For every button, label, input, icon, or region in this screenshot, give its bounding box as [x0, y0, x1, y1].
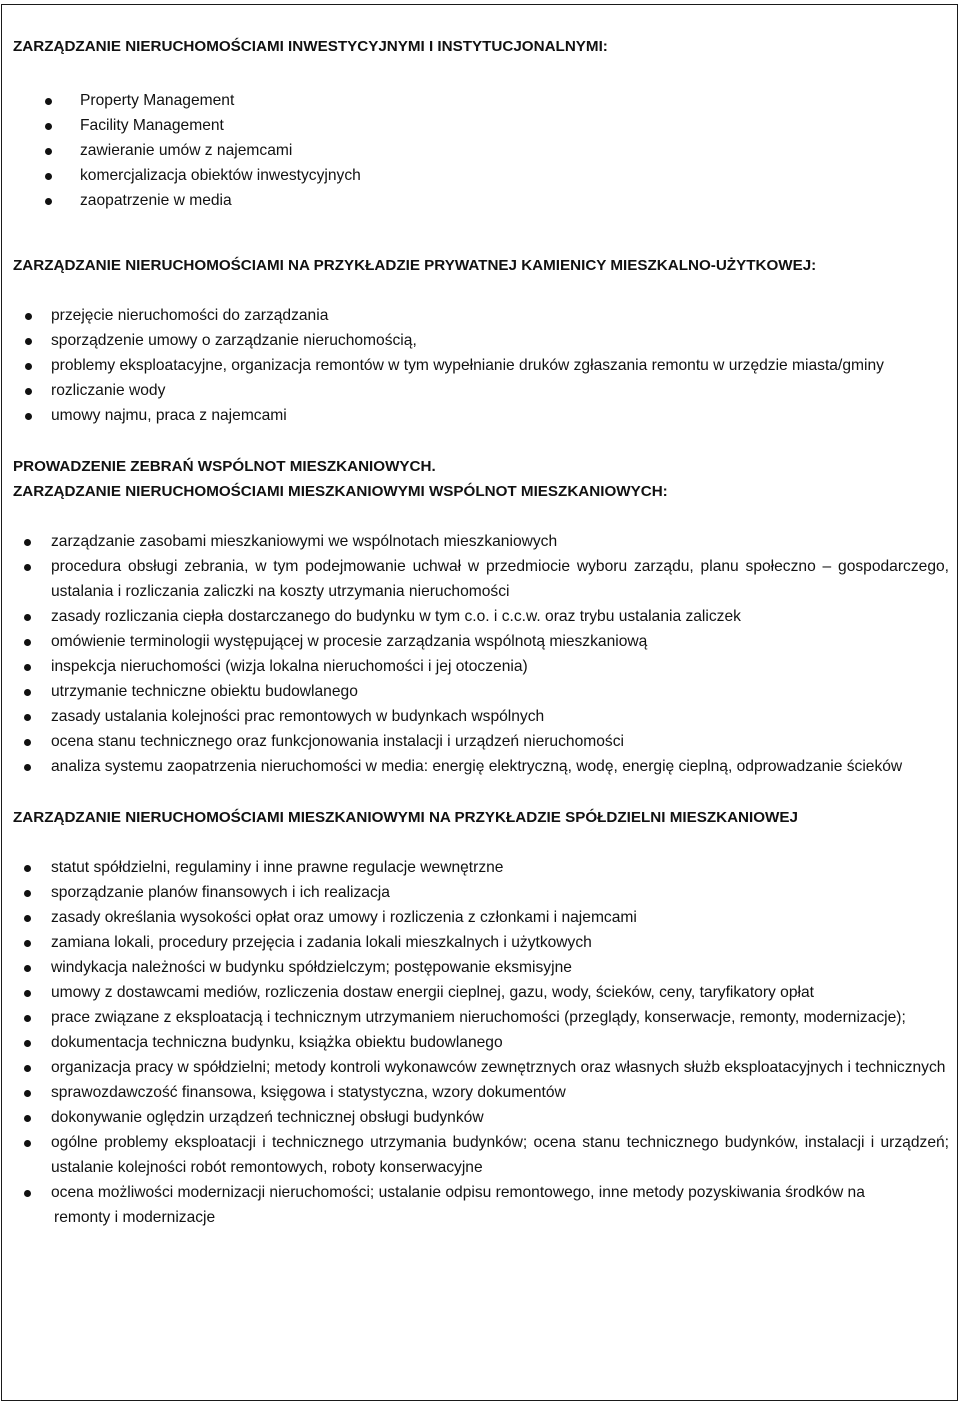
list-continuation-text: remonty i modernizacje: [54, 1209, 216, 1226]
bullet-icon: [45, 198, 52, 205]
bullet-icon: [24, 764, 31, 771]
bullet-icon: [25, 338, 32, 345]
bullet-icon: [24, 739, 31, 746]
bullet-icon: [24, 1090, 31, 1097]
bullet-icon: [24, 940, 31, 947]
list-item: zawieranie umów z najemcami: [13, 138, 949, 163]
list-item: rozliczanie wody: [13, 378, 949, 403]
list-item: sprawozdawczość finansowa, księgowa i statystyczna, wzory dokumentów: [13, 1080, 949, 1105]
list-investment: [13, 88, 949, 213]
section-heading-meetings: PROWADZENIE ZEBRAŃ WSPÓLNOT MIESZKANIOWYCH.: [13, 458, 436, 475]
bullet-icon: [24, 614, 31, 621]
list-item: procedura obsługi zebrania, w tym podejmowanie uchwał w przedmiocie wyboru zarządu, planu społeczno – gospodarczego, ustalania i rozliczania zaliczki na koszty utrzymania nieruchomości: [13, 554, 949, 604]
bullet-icon: [24, 539, 31, 546]
list-item: sporządzanie planów finansowych i ich realizacja: [13, 880, 949, 905]
list-item: umowy z dostawcami mediów, rozliczenia dostaw energii cieplnej, gazu, wody, ścieków, ceny, taryfikatory opłat: [13, 980, 949, 1005]
list-item: sporządzenie umowy o zarządzanie nieruchomością,: [13, 328, 949, 353]
section-heading-communities: ZARZĄDZANIE NIERUCHOMOŚCIAMI MIESZKANIOWYMI WSPÓLNOT MIESZKANIOWYCH:: [13, 483, 668, 500]
list-item: ocena możliwości modernizacji nieruchomości; ustalanie odpisu remontowego, inne metody pozyskiwania środków na: [13, 1180, 949, 1205]
list-item: organizacja pracy w spółdzielni; metody kontroli wykonawców zewnętrznych oraz własnych służb eksploatacyjnych i technicznych: [13, 1055, 949, 1080]
list-item: dokumentacja techniczna budynku, książka obiektu budowlanego: [13, 1030, 949, 1055]
section-heading-investment: ZARZĄDZANIE NIERUCHOMOŚCIAMI INWESTYCYJNYMI I INSTYTUCJONALNYMI:: [13, 38, 608, 55]
bullet-icon: [45, 148, 52, 155]
bullet-icon: [25, 363, 32, 370]
list-item: umowy najmu, praca z najemcami: [13, 403, 949, 428]
bullet-icon: [24, 965, 31, 972]
bullet-icon: [25, 388, 32, 395]
list-item: Facility Management: [13, 113, 949, 138]
list-item: ogólne problemy eksploatacji i technicznego utrzymania budynków; ocena stanu technicznego budynków, instalacji i urządzeń; ustalanie kolejności robót remontowych, roboty konserwacyjne: [13, 1130, 949, 1180]
list-item: analiza systemu zaopatrzenia nieruchomości w media: energię elektryczną, wodę, energię cieplną, odprowadzanie ścieków: [13, 754, 949, 779]
bullet-icon: [24, 890, 31, 897]
list-item: komercjalizacja obiektów inwestycyjnych: [13, 163, 949, 188]
list-cooperative: [13, 855, 949, 1205]
bullet-icon: [24, 1190, 31, 1197]
list-item: zasady rozliczania ciepła dostarczanego do budynku w tym c.o. i c.c.w. oraz trybu ustalania zaliczek: [13, 604, 949, 629]
list-item: prace związane z eksploatacją i technicznym utrzymaniem nieruchomości (przeglądy, konserwacje, remonty, modernizacje);: [13, 1005, 949, 1030]
section-heading-tenement: ZARZĄDZANIE NIERUCHOMOŚCIAMI NA PRZYKŁADZIE PRYWATNEJ KAMIENICY MIESZKALNO-UŻYTKOWEJ:: [13, 257, 817, 274]
bullet-icon: [24, 639, 31, 646]
bullet-icon: [24, 915, 31, 922]
list-item: zasady ustalania kolejności prac remontowych w budynkach wspólnych: [13, 704, 949, 729]
list-item: utrzymanie techniczne obiektu budowlanego: [13, 679, 949, 704]
bullet-icon: [24, 1040, 31, 1047]
bullet-icon: [24, 1140, 31, 1147]
bullet-icon: [24, 1065, 31, 1072]
list-item: Property Management: [13, 88, 949, 113]
bullet-icon: [24, 689, 31, 696]
list-tenement: [13, 303, 949, 428]
list-item: statut spółdzielni, regulaminy i inne prawne regulacje wewnętrzne: [13, 855, 949, 880]
bullet-icon: [24, 1015, 31, 1022]
section-heading-cooperative: ZARZĄDZANIE NIERUCHOMOŚCIAMI MIESZKANIOWYMI NA PRZYKŁADZIE SPÓŁDZIELNI MIESZKANIOWEJ: [13, 809, 798, 826]
bullet-icon: [45, 123, 52, 130]
list-communities: [13, 529, 949, 779]
document-content: [13, 5, 949, 1230]
bullet-icon: [45, 173, 52, 180]
bullet-icon: [24, 865, 31, 872]
list-item: inspekcja nieruchomości (wizja lokalna nieruchomości i jej otoczenia): [13, 654, 949, 679]
bullet-icon: [24, 714, 31, 721]
bullet-icon: [25, 313, 32, 320]
list-item: zarządzanie zasobami mieszkaniowymi we wspólnotach mieszkaniowych: [13, 529, 949, 554]
bullet-icon: [24, 564, 31, 571]
list-item: problemy eksploatacyjne, organizacja remontów w tym wypełnianie druków zgłaszania remontu w urzędzie miasta/gminy: [13, 353, 949, 378]
list-item: przejęcie nieruchomości do zarządzania: [13, 303, 949, 328]
bullet-icon: [24, 990, 31, 997]
list-item: dokonywanie oględzin urządzeń technicznej obsługi budynków: [13, 1105, 949, 1130]
list-item: omówienie terminologii występującej w procesie zarządzania wspólnotą mieszkaniową: [13, 629, 949, 654]
bullet-icon: [24, 664, 31, 671]
list-item: zaopatrzenie w media: [13, 188, 949, 213]
list-item: windykacja należności w budynku spółdzielczym; postępowanie eksmisyjne: [13, 955, 949, 980]
list-item: zasady określania wysokości opłat oraz umowy i rozliczenia z członkami i najemcami: [13, 905, 949, 930]
bullet-icon: [45, 98, 52, 105]
list-item: ocena stanu technicznego oraz funkcjonowania instalacji i urządzeń nieruchomości: [13, 729, 949, 754]
list-item: zamiana lokali, procedury przejęcia i zadania lokali mieszkalnych i użytkowych: [13, 930, 949, 955]
bullet-icon: [25, 413, 32, 420]
bullet-icon: [24, 1115, 31, 1122]
document-page: [1, 4, 958, 1401]
